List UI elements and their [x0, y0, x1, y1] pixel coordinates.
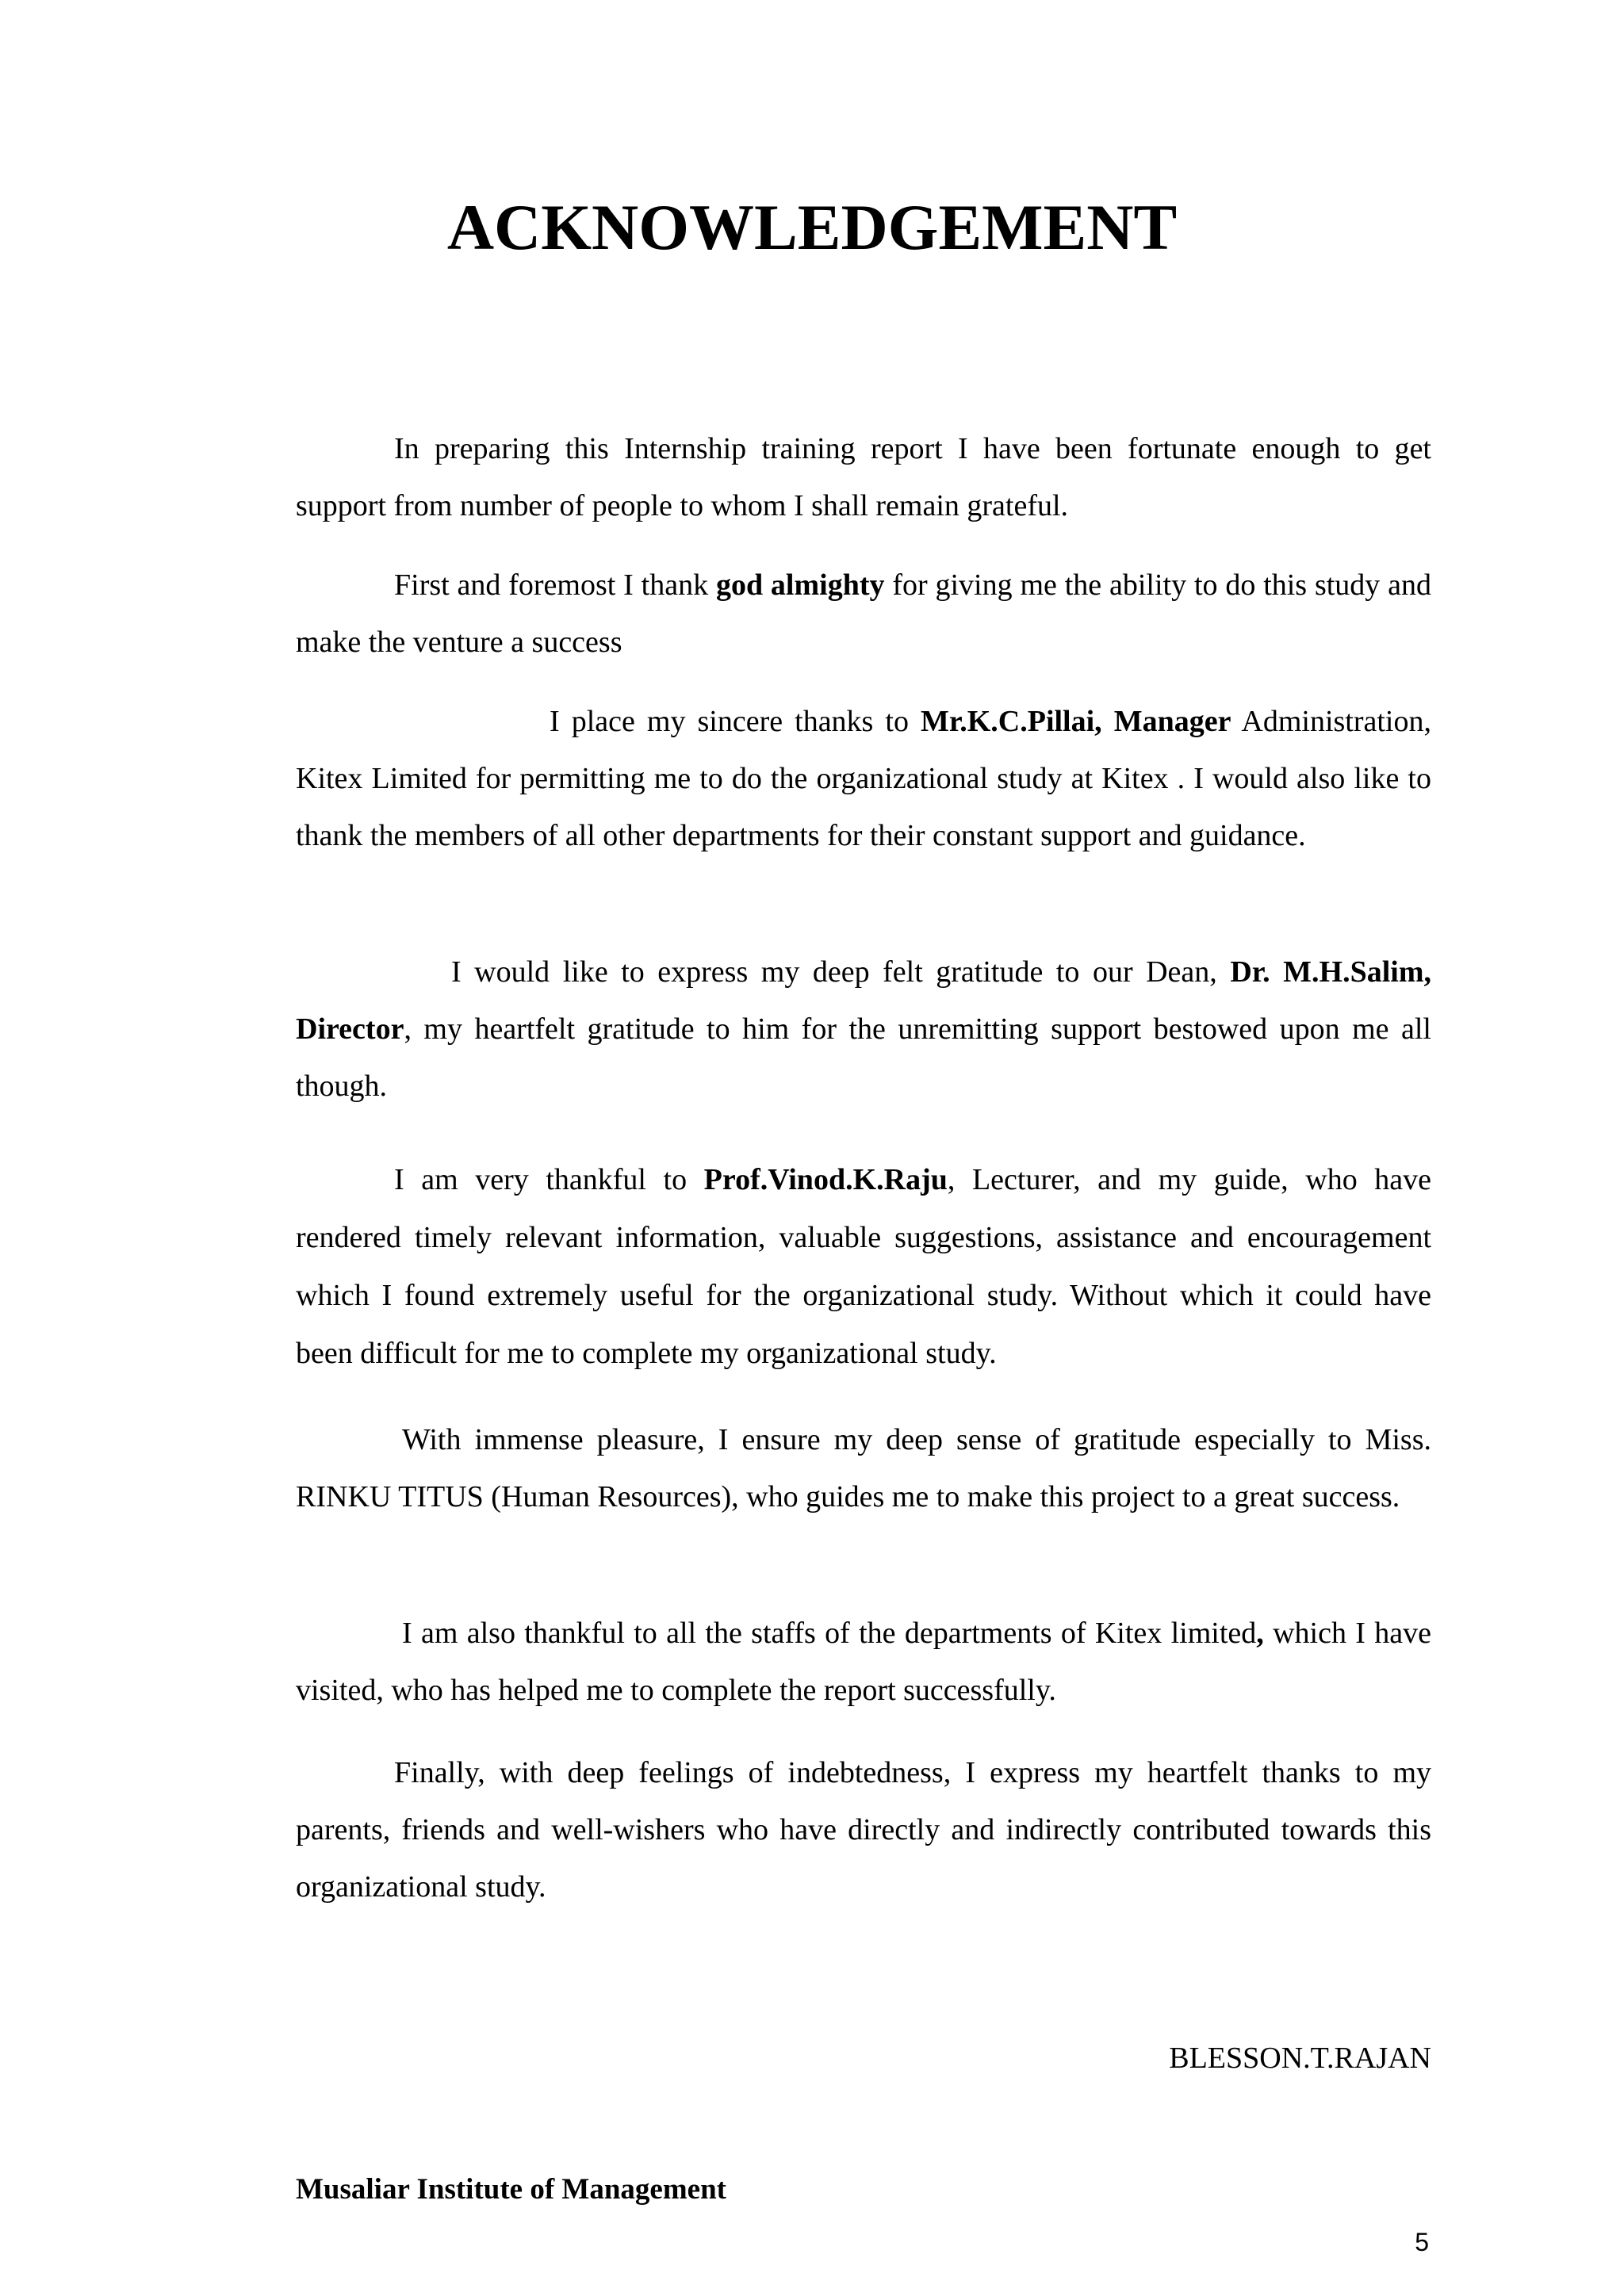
- paragraph-7-text-a: I am also thankful to all the staffs of the departments of Kitex limited: [402, 1617, 1257, 1650]
- paragraph-5-text-a: I am very thankful to: [394, 1163, 704, 1196]
- paragraph-4-bold: Dr. M.H.Salim, Director: [296, 955, 1431, 1046]
- paragraph-6-text: With immense pleasure, I ensure my deep sense of gratitude especially to Miss. RINKU TITUS (Human Resources), who guides me to make this project to a great success.: [296, 1423, 1431, 1513]
- paragraph-7-bold: ,: [1256, 1617, 1264, 1650]
- paragraph-8: [296, 1744, 1431, 1915]
- paragraph-4-text-a: I would like to express my deep felt gratitude to our Dean,: [451, 955, 1231, 989]
- page-number: 5: [1415, 2228, 1429, 2256]
- paragraph-3-text-a: I place my sincere thanks to: [550, 705, 921, 738]
- paragraph-4: [296, 943, 1431, 1115]
- footer-institution: Musaliar Institute of Management: [296, 2173, 726, 2206]
- paragraph-3-text-b: Administration, Kitex Limited for permitting me to do the organizational study at Kitex . I would also like to thank the members of all other departments for their constant support and guidance.: [296, 705, 1431, 852]
- paragraph-1: [296, 420, 1431, 534]
- paragraph-7: [296, 1605, 1431, 1719]
- page-title: ACKNOWLEDGEMENT: [446, 191, 1178, 263]
- paragraph-1-text: In preparing this Internship training report I have been fortunate enough to get support from number of people to whom I shall remain grateful.: [296, 432, 1431, 522]
- paragraph-5-text-b: , Lecturer, and my guide, who have rendered timely relevant information, valuable suggestions, assistance and encouragement which I found extremely useful for the organizational study. Without which it could have been difficult for me to complete my organizational study.: [296, 1163, 1431, 1370]
- paragraph-7-text-b: which I have visited, who has helped me to complete the report successfully.: [296, 1617, 1431, 1707]
- paragraph-5: [296, 1151, 1431, 1383]
- paragraph-3-bold: Mr.K.C.Pillai, Manager: [920, 705, 1231, 738]
- paragraph-3: [296, 693, 1431, 864]
- paragraph-2-text-b: for giving me the ability to do this study and make the venture a success: [296, 568, 1431, 659]
- paragraph-6: [296, 1411, 1431, 1525]
- paragraph-2-bold: god almighty: [715, 568, 885, 602]
- paragraph-5-bold: Prof.Vinod.K.Raju: [703, 1163, 948, 1196]
- signature: BLESSON.T.RAJAN: [1169, 2042, 1431, 2075]
- paragraph-2-text-a: First and foremost I thank: [394, 568, 716, 602]
- paragraph-4-text-b: , my heartfelt gratitude to him for the unremitting support bestowed upon me all though.: [296, 1012, 1431, 1103]
- paragraph-2: [296, 557, 1431, 671]
- paragraph-8-text: Finally, with deep feelings of indebtedness, I express my heartfelt thanks to my parents, friends and well-wishers who have directly and indirectly contributed towards this organizational study.: [296, 1756, 1431, 1904]
